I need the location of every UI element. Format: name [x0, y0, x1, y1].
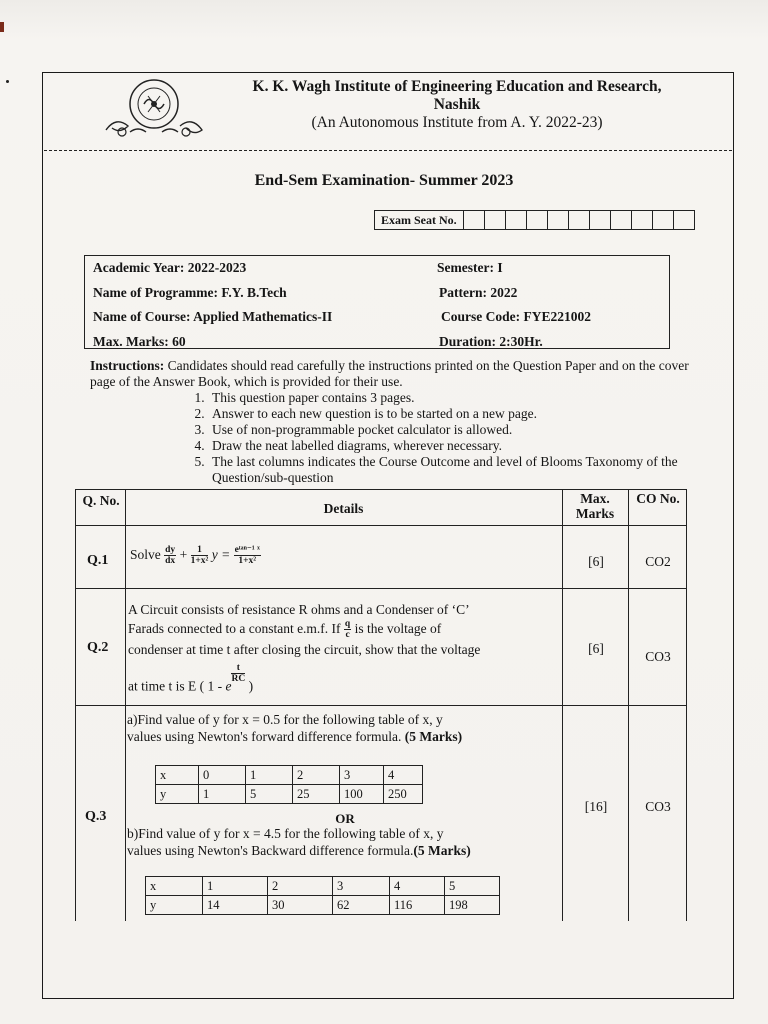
table-cell: 25	[293, 785, 340, 804]
programme: Name of Programme: F.Y. B.Tech	[93, 285, 287, 300]
q1-solve: Solve	[130, 547, 161, 562]
table-cell: 3	[340, 766, 384, 785]
table-cell: 5	[246, 785, 293, 804]
q2-line4	[128, 663, 558, 696]
dy: dy	[165, 545, 176, 556]
rhs-numerator: eᵗᵃⁿ⁻¹ ˣ	[234, 545, 260, 556]
table-cell: 0	[199, 766, 246, 785]
exponent	[231, 663, 245, 684]
data-table-b	[145, 876, 500, 915]
header-details: Details	[323, 501, 364, 516]
rhs-denominator: 1+x²	[238, 556, 257, 567]
numerator-one: 1	[191, 545, 209, 556]
q2-text	[128, 600, 558, 696]
instruction-item: 1. This question paper contains 3 pages.	[208, 390, 690, 406]
table-cell: 1	[199, 785, 246, 804]
table-cell: 5	[445, 877, 500, 896]
table-cell: 2	[268, 877, 333, 896]
q3b-line1: b)Find value of y for x = 4.5 for the following table of x, y	[127, 826, 444, 841]
dx: dx	[165, 556, 176, 567]
institute-name-line2: Nashik	[433, 96, 481, 113]
instructions-text: Candidates should read carefully the instructions printed on the Question Paper and on the cover page of the Answer Book, which is provided for their use.	[90, 358, 689, 389]
y-equals: y =	[211, 547, 231, 562]
q2-line4-start: at time t is E ( 1 -	[128, 678, 226, 694]
q2-marks: [6]	[588, 641, 604, 656]
table-border	[75, 525, 687, 526]
q3a-line2: values using Newton's forward difference formula.	[127, 729, 405, 744]
q3b-line2: values using Newton's Backward difference formula.	[127, 843, 414, 858]
q1-co: CO2	[645, 554, 671, 569]
q2-line2-start: Farads connected to a constant e.m.f. If	[128, 621, 344, 636]
table-cell: 1	[203, 877, 268, 896]
denominator: 1+x²	[190, 556, 209, 567]
seat-digit-box	[464, 211, 485, 229]
q3-marks: [16]	[584, 799, 608, 814]
table-cell: 198	[445, 896, 500, 915]
instruction-item: 2. Answer to each new question is to be started on a new page.	[208, 406, 690, 422]
exp-numerator: t	[231, 663, 245, 674]
q-symbol: q	[344, 619, 351, 630]
semester: Semester: I	[437, 260, 503, 275]
header-qno: Q. No.	[82, 493, 120, 508]
institute-subtitle: (An Autonomous Institute from A. Y. 2022-23)	[311, 114, 603, 131]
table-border	[75, 489, 687, 490]
one-over-fraction	[191, 545, 209, 566]
academic-year: Academic Year: 2022-2023	[93, 260, 247, 275]
seat-digit-box	[632, 211, 653, 229]
table-cell: 4	[384, 766, 423, 785]
header-marks: Max. Marks	[575, 491, 615, 521]
table-cell: x	[156, 766, 199, 785]
pattern: Pattern: 2022	[439, 285, 518, 300]
table-cell: 2	[293, 766, 340, 785]
course-info-box	[84, 255, 670, 349]
seat-digit-box	[485, 211, 506, 229]
instructions	[90, 358, 690, 486]
institute-header	[222, 78, 692, 132]
seat-digit-box	[569, 211, 590, 229]
c-symbol: c	[345, 630, 350, 641]
instructions-list	[90, 390, 690, 486]
table-border	[125, 489, 126, 921]
table-cell: y	[156, 785, 199, 804]
table-cell: 14	[203, 896, 268, 915]
table-row	[156, 785, 423, 804]
seat-digit-box	[674, 211, 694, 229]
q3b-marks: (5 Marks)	[413, 843, 471, 858]
table-border	[75, 705, 687, 706]
seat-digit-box	[653, 211, 674, 229]
table-cell: 116	[390, 896, 445, 915]
question-table	[75, 489, 687, 921]
q2-co: CO3	[645, 649, 671, 664]
table-cell: y	[146, 896, 203, 915]
instructions-label: Instructions:	[90, 358, 165, 373]
table-cell: 4	[390, 877, 445, 896]
instruction-item: 5. The last columns indicates the Course Outcome and level of Blooms Taxonomy of the Question/sub-question	[208, 454, 690, 486]
dy-dx-fraction	[164, 545, 176, 566]
q2-line3: condenser at time t after closing the circuit, show that the voltage	[128, 642, 481, 658]
header-co: CO No.	[636, 491, 680, 506]
q2-line4-end: )	[245, 678, 254, 694]
or-separator: OR	[335, 811, 355, 826]
seat-digit-box	[506, 211, 527, 229]
q3b-text	[127, 825, 557, 859]
table-row	[156, 766, 423, 785]
q3a-text	[127, 711, 557, 745]
q2-line2-end: is the voltage of	[351, 621, 442, 636]
q3a-marks: (5 Marks)	[404, 729, 463, 744]
stray-dot	[6, 80, 9, 83]
q1-marks: [6]	[588, 554, 604, 569]
exam-title: End-Sem Examination- Summer 2023	[254, 172, 514, 189]
q2-line1: A Circuit consists of resistance R ohms and a Condenser of ‘C’	[128, 602, 470, 617]
rhs-fraction	[234, 545, 261, 566]
exam-seat-box	[374, 210, 695, 230]
q3a-line1: a)Find value of y for x = 0.5 for the following table of x, y	[127, 712, 443, 727]
seat-digit-box	[590, 211, 611, 229]
plus-sign: +	[179, 547, 188, 562]
institute-logo-icon	[100, 76, 208, 144]
seat-digit-box	[527, 211, 548, 229]
course-name: Name of Course: Applied Mathematics-II	[93, 309, 333, 324]
table-cell: 3	[333, 877, 390, 896]
course-code: Course Code: FYE221002	[441, 309, 591, 324]
seat-digit-box	[611, 211, 632, 229]
q3-co: CO3	[645, 799, 671, 814]
table-cell: x	[146, 877, 203, 896]
table-cell: 100	[340, 785, 384, 804]
q3-number: Q.3	[85, 809, 107, 824]
institute-name-line1: K. K. Wagh Institute of Engineering Education and Research,	[252, 78, 662, 95]
max-marks: Max. Marks: 60	[93, 334, 186, 349]
instruction-item: 4. Draw the neat labelled diagrams, wherever necessary.	[208, 438, 690, 454]
table-cell: 30	[268, 896, 333, 915]
q1-number: Q.1	[87, 553, 109, 568]
seat-digit-box	[548, 211, 569, 229]
table-border	[75, 588, 687, 589]
instruction-item: 3. Use of non-programmable pocket calculator is allowed.	[208, 422, 690, 438]
e-symbol: e	[225, 678, 232, 694]
dashed-divider	[44, 150, 732, 151]
q2-line2	[128, 619, 558, 640]
q2-number: Q.2	[87, 640, 109, 655]
data-table-a	[155, 765, 423, 804]
table-cell: 250	[384, 785, 423, 804]
exp-denominator: RC	[231, 674, 246, 685]
table-row	[146, 877, 500, 896]
table-border	[75, 489, 76, 921]
edge-mark	[0, 22, 4, 32]
duration: Duration: 2:30Hr.	[439, 334, 543, 349]
table-row	[146, 896, 500, 915]
q1-equation	[130, 545, 261, 566]
seat-label: Exam Seat No.	[375, 211, 464, 229]
table-cell: 1	[246, 766, 293, 785]
table-cell: 62	[333, 896, 390, 915]
